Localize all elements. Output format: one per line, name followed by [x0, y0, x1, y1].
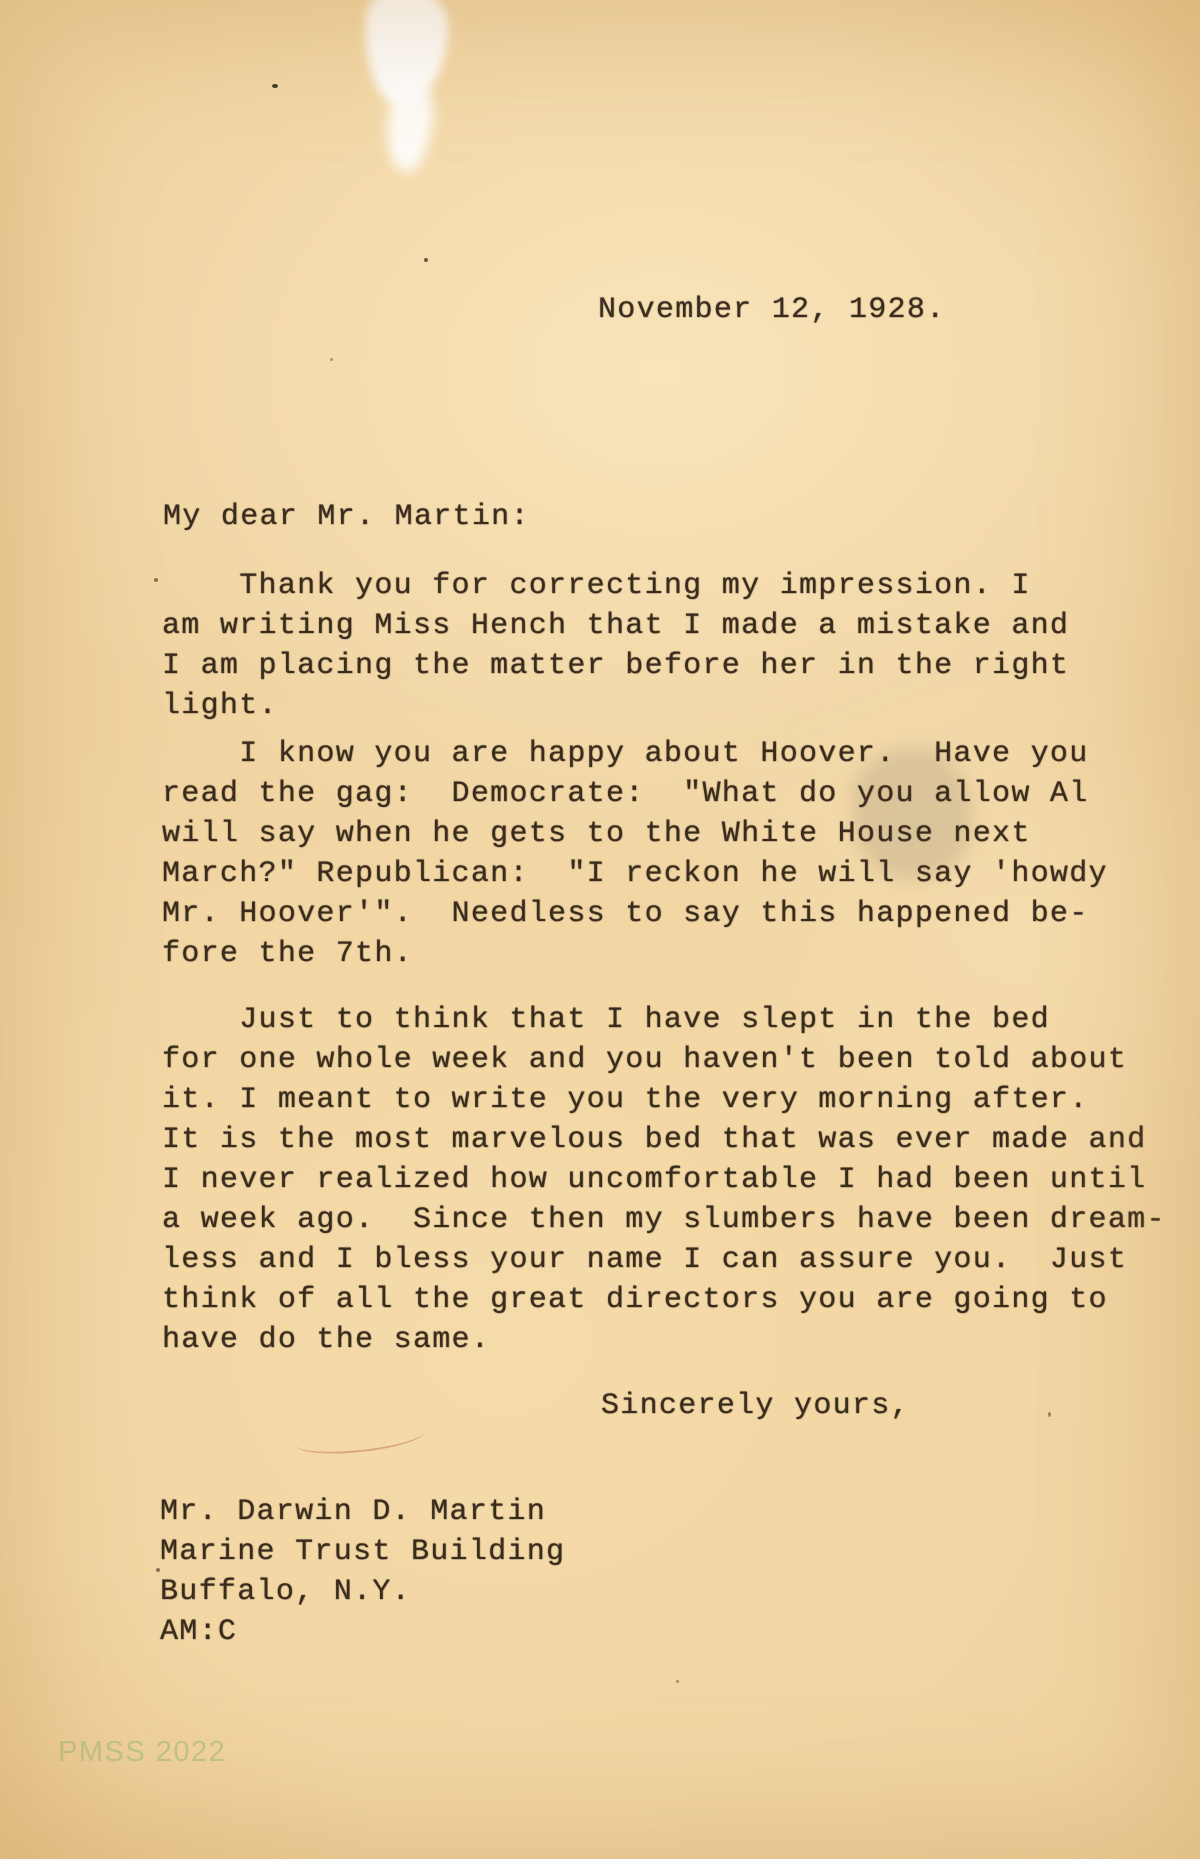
recipient-address-block	[160, 1492, 565, 1652]
paragraph-line: It is the most marvelous bed that was ever made and	[162, 1123, 1147, 1157]
paragraph-line: for one whole week and you haven't been told about	[162, 1043, 1128, 1077]
date-line: November 12, 1928.	[598, 293, 946, 327]
paragraph-line: I am placing the matter before her in the right	[162, 649, 1070, 683]
paragraph-line: it. I meant to write you the very morning after.	[162, 1083, 1089, 1117]
paragraph-line: Mr. Hoover'". Needless to say this happened be-	[162, 897, 1089, 931]
paragraph-3	[162, 1000, 1166, 1360]
paragraph-line: read the gag: Democrate: "What do you allow Al	[162, 777, 1089, 811]
paragraph-line: less and I bless your name I can assure you. Just	[162, 1243, 1128, 1277]
paragraph-line: I never realized how uncomfortable I had been until	[162, 1163, 1147, 1197]
paragraph-line: am writing Miss Hench that I made a mistake and	[162, 609, 1070, 643]
paragraph-line: a week ago. Since then my slumbers have been dream-	[162, 1203, 1166, 1237]
paragraph-line: will say when he gets to the White House next	[162, 817, 1031, 851]
paragraph-1	[162, 566, 1069, 726]
paragraph-2	[162, 734, 1108, 974]
paragraph-line: fore the 7th.	[162, 937, 413, 971]
paragraph-line: I know you are happy about Hoover. Have you	[162, 737, 1089, 771]
paragraph-line: have do the same.	[162, 1323, 491, 1357]
recipient-city: Buffalo, N.Y.	[160, 1575, 411, 1609]
salutation: My dear Mr. Martin:	[163, 500, 530, 534]
archive-watermark: PMSS 2022	[58, 1736, 227, 1768]
paragraph-line: Just to think that I have slept in the bed	[162, 1003, 1050, 1037]
typist-initials: AM:C	[160, 1615, 238, 1649]
paragraph-line: think of all the great directors you are going to	[162, 1283, 1108, 1317]
paragraph-line: light.	[162, 689, 278, 723]
recipient-building: Marine Trust Building	[160, 1535, 566, 1569]
closing: Sincerely yours,	[601, 1389, 910, 1423]
recipient-name: Mr. Darwin D. Martin	[160, 1495, 547, 1529]
paragraph-line: Thank you for correcting my impression. I	[162, 569, 1031, 603]
paragraph-line: March?" Republican: "I reckon he will say 'howdy	[162, 857, 1108, 891]
